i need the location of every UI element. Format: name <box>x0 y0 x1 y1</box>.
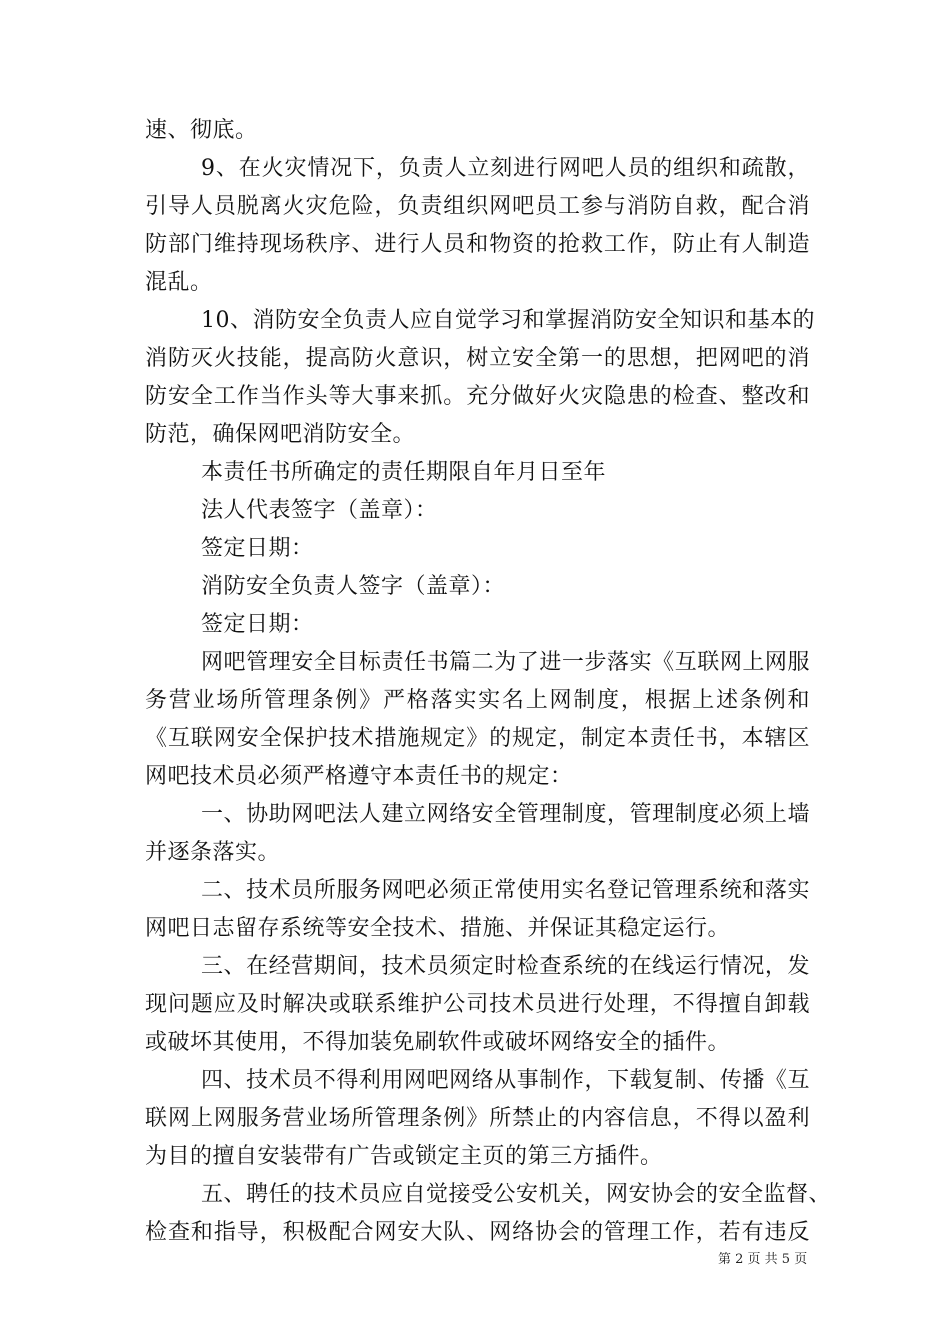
text-line-content: 网吧技术员必须严格遵守本责任书的规定： <box>145 764 573 789</box>
text-line <box>145 720 810 758</box>
text-line <box>145 416 810 454</box>
text-line <box>145 1100 810 1138</box>
text-line <box>145 264 810 302</box>
text-line-content: 防安全工作当作头等大事来抓。充分做好火灾隐患的检查、整改和 <box>145 384 810 409</box>
text-line-content: 《互联网安全保护技术措施规定》的规定，制定本责任书，本辖区 <box>145 726 810 751</box>
text-line-content: 务营业场所管理条例》严格落实实名上网制度，根据上述条例和 <box>145 688 810 713</box>
text-line-content: 速、彻底。 <box>145 118 258 143</box>
text-line <box>145 872 810 910</box>
text-line <box>145 1214 810 1252</box>
text-line-content: 联网上网服务营业场所管理条例》所禁止的内容信息，不得以盈利 <box>145 1106 810 1131</box>
text-line <box>145 910 810 948</box>
text-line-content: 现问题应及时解决或联系维护公司技术员进行处理，不得擅自卸载 <box>145 992 810 1017</box>
text-line-content: 防范，确保网吧消防安全。 <box>145 422 416 447</box>
text-line-content: 签定日期： <box>201 612 314 637</box>
text-line <box>145 986 810 1024</box>
text-line-content: 为目的擅自安装带有广告或锁定主页的第三方插件。 <box>145 1144 663 1169</box>
text-line-content: 网吧管理安全目标责任书篇二为了进一步落实《互联网上网服 <box>201 650 810 675</box>
text-line <box>145 834 810 872</box>
text-line-content: 三、在经营期间，技术员须定时检查系统的在线运行情况，发 <box>201 954 810 979</box>
text-line-content: 法人代表签字（盖章）： <box>201 498 438 523</box>
text-line <box>145 1138 810 1176</box>
text-line <box>145 796 810 834</box>
text-line <box>145 492 810 530</box>
text-line-content: 检查和指导，积极配合网安大队、网络协会的管理工作，若有违反 <box>145 1220 810 1245</box>
text-line-content: 二、技术员所服务网吧必须正常使用实名登记管理系统和落实 <box>201 878 810 903</box>
text-line <box>145 682 810 720</box>
text-line <box>145 188 810 226</box>
text-line-content: 消防灭火技能，提高防火意识，树立安全第一的思想，把网吧的消 <box>145 346 810 371</box>
text-line <box>145 568 810 606</box>
text-line-content: 本责任书所确定的责任期限自年月日至年 <box>201 460 607 485</box>
document-body <box>145 112 832 1252</box>
text-line <box>145 1062 810 1100</box>
text-line-content: 10、消防安全负责人应自觉学习和掌握消防安全知识和基本的 <box>201 308 815 333</box>
text-line-content: 网吧日志留存系统等安全技术、措施、并保证其稳定运行。 <box>145 916 731 941</box>
text-line-content: 五、聘任的技术员应自觉接受公安机关，网安协会的安全监督、 <box>201 1182 832 1207</box>
text-line <box>145 606 810 644</box>
text-line-content: 并逐条落实。 <box>145 840 281 865</box>
text-line <box>145 948 810 986</box>
text-line-content: 9、在火灾情况下，负责人立刻进行网吧人员的组织和疏散， <box>201 156 810 181</box>
text-line <box>145 112 810 150</box>
text-line <box>145 644 810 682</box>
text-line-content: 消防安全负责人签字（盖章）： <box>201 574 506 599</box>
text-line <box>145 758 810 796</box>
text-line <box>145 1024 810 1062</box>
text-line-content: 签定日期： <box>201 536 314 561</box>
text-line <box>145 150 810 188</box>
text-line-content: 四、技术员不得利用网吧网络从事制作，下载复制、传播《互 <box>201 1068 810 1093</box>
text-line-content: 混乱。 <box>145 270 213 295</box>
text-line <box>145 340 810 378</box>
text-line-content: 或破坏其使用，不得加装免刷软件或破坏网络安全的插件。 <box>145 1030 731 1055</box>
page-number-footer: 第 2 页 共 5 页 <box>718 1252 808 1267</box>
text-line <box>145 378 810 416</box>
text-line-content: 防部门维持现场秩序、进行人员和物资的抢救工作，防止有人制造 <box>145 232 810 257</box>
text-line <box>145 530 810 568</box>
text-line <box>145 302 815 340</box>
text-line-content: 引导人员脱离火灾危险，负责组织网吧员工参与消防自救，配合消 <box>145 194 810 219</box>
text-line-content: 一、协助网吧法人建立网络安全管理制度，管理制度必须上墙 <box>201 802 810 827</box>
text-line <box>145 226 810 264</box>
text-line <box>145 454 810 492</box>
text-line <box>145 1176 832 1214</box>
